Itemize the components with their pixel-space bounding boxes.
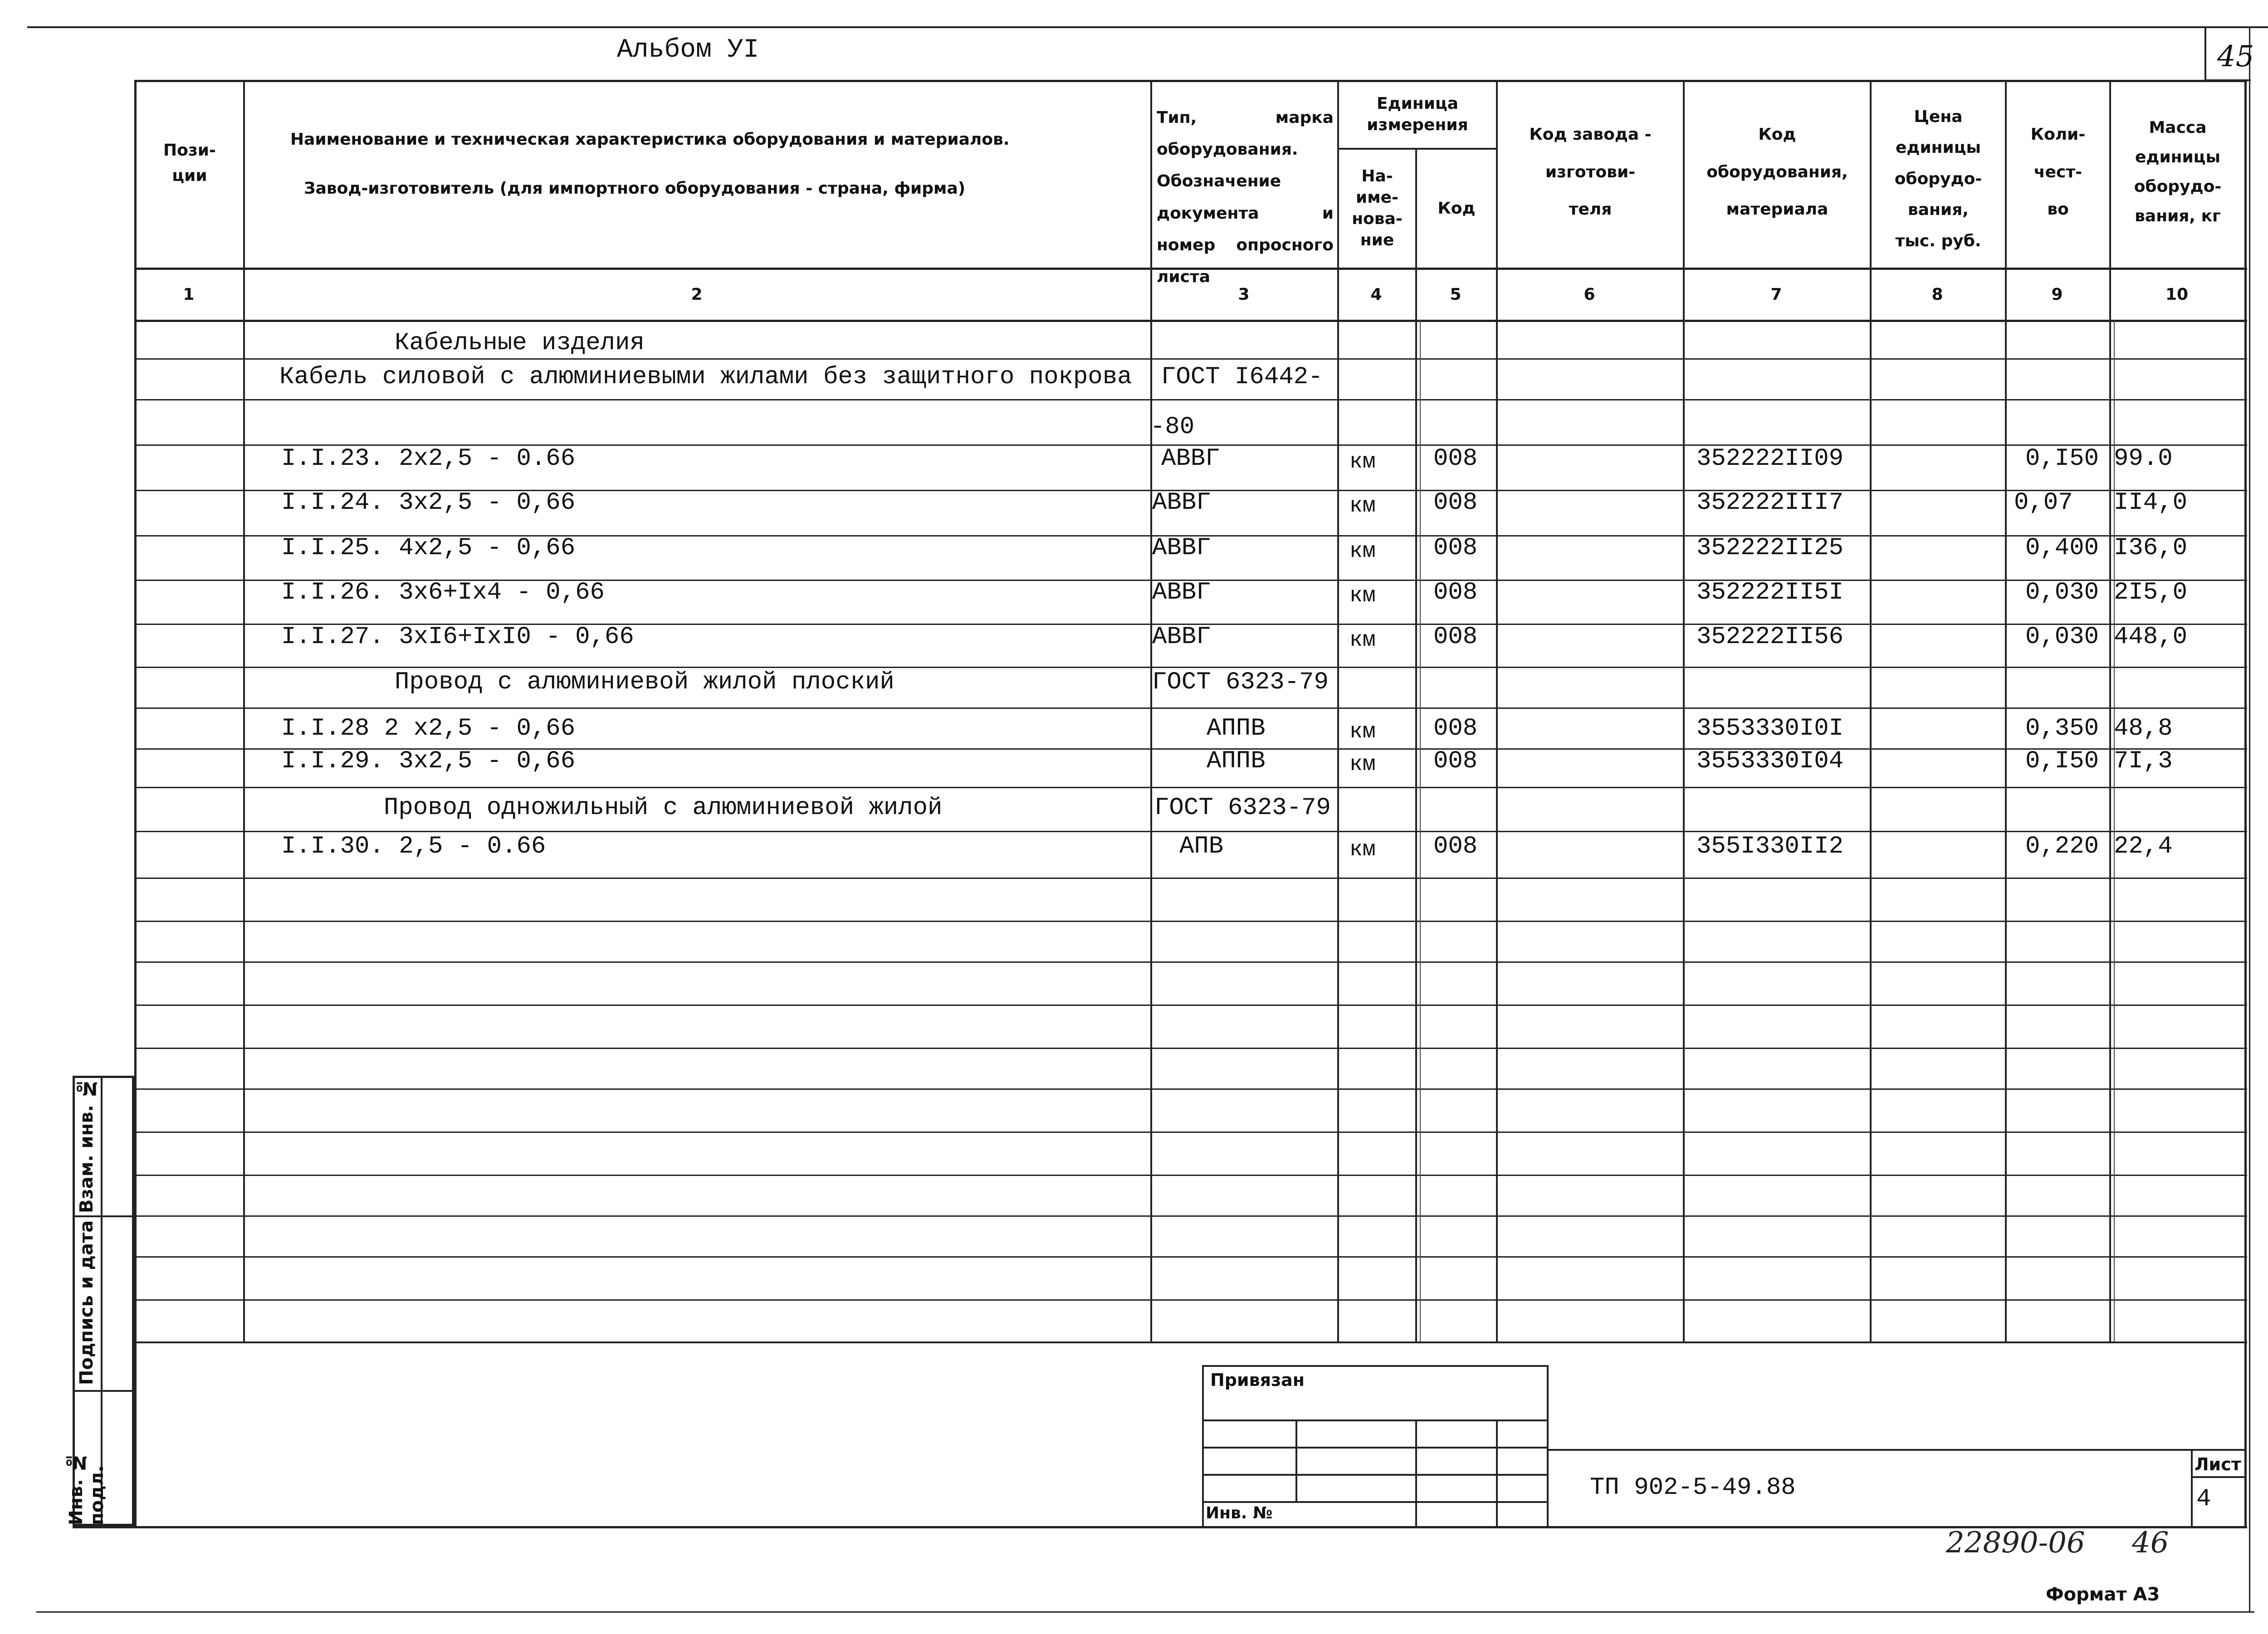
item-quantity: 0,400 (2025, 534, 2099, 562)
item-mass: 2I5,0 (2114, 579, 2188, 606)
item-name: I.I.30. 2,5 - 0.66 (281, 833, 546, 860)
col5-col6-line (1496, 80, 1498, 1341)
item-material-code: 352222III7 (1696, 489, 1844, 517)
section-heading: Провод с алюминиевой жилой плоский (395, 668, 894, 696)
header-col4: На- име- нова- ние (1352, 167, 1403, 249)
col4-col5-line (1415, 148, 1417, 1341)
item-mass: 48,8 (2114, 715, 2173, 742)
item-material-code: 352222II56 (1696, 623, 1844, 651)
col9-double-line (2114, 320, 2115, 1341)
row-line (134, 787, 2247, 788)
column-number-8: 8 (1931, 285, 1943, 304)
item-material-code: 3553330I04 (1696, 747, 1844, 775)
item-quantity: 0,I50 (2025, 445, 2099, 473)
privyazan-vline3 (1496, 1419, 1498, 1526)
table-top-border (134, 80, 2247, 82)
format-label: Формат А3 (2046, 1584, 2160, 1605)
item-unit: км (1349, 539, 1376, 564)
column-number-7: 7 (1770, 285, 1782, 304)
item-name: I.I.24. 3x2,5 - 0,66 (281, 489, 576, 517)
item-type: -80 (1150, 413, 1195, 441)
list-label: Лист (2195, 1454, 2241, 1474)
row-line (134, 1299, 2247, 1301)
item-description: Кабель силовой с алюминиевыми жилами без защитного покрова (279, 363, 1132, 391)
row-line (134, 1005, 2247, 1006)
row-line (134, 831, 2247, 832)
row-line (134, 358, 2247, 360)
row-line (134, 1088, 2247, 1090)
item-unit: км (1349, 720, 1376, 744)
table-right-border (2244, 80, 2247, 1526)
item-name: I.I.27. 3xI6+IxI0 - 0,66 (281, 623, 634, 651)
item-name: I.I.28 2 x2,5 - 0,66 (281, 715, 576, 742)
item-unit: км (1349, 584, 1376, 608)
item-material-code: 355I330II2 (1696, 833, 1844, 860)
item-type: АВВГ (1152, 579, 1211, 606)
col6-col7-line (1683, 80, 1685, 1341)
item-unit-code: 008 (1433, 579, 1478, 606)
item-quantity: 0,07 (2014, 489, 2073, 517)
item-mass: II4,0 (2114, 489, 2188, 517)
table-body-bottom (134, 1341, 2247, 1343)
item-unit-code: 008 (1433, 445, 1478, 473)
header-col8: Цена единицы оборудо- вания, тыс. руб. (1894, 107, 1982, 250)
col1-col2-line (243, 80, 245, 1341)
item-quantity: 0,030 (2025, 579, 2099, 606)
item-unit: км (1349, 628, 1376, 653)
column-number-4: 4 (1370, 285, 1382, 304)
item-quantity: 0,350 (2025, 715, 2099, 742)
col8-col9-line (2005, 80, 2007, 1341)
page-mark: 45 (2217, 40, 2254, 73)
item-name: I.I.25. 4x2,5 - 0,66 (281, 534, 576, 562)
item-type: ГОСТ 6323-79 (1152, 668, 1329, 696)
item-type: АППВ (1207, 747, 1266, 775)
section-heading: Провод одножильный с алюминиевой жилой (384, 794, 943, 822)
header-unit-group: Единица измерения (1367, 94, 1468, 134)
column-number-3: 3 (1238, 285, 1250, 304)
row-line (134, 1256, 2247, 1258)
item-type: АППВ (1207, 715, 1266, 742)
section-heading: Кабельные изделия (395, 329, 645, 357)
item-type: АВВГ (1152, 534, 1211, 562)
col2-col3-line (1150, 80, 1152, 1341)
album-title: Альбом УI (617, 35, 759, 65)
side-label-inv: Инв. № подл. (66, 1452, 108, 1525)
column-number-2: 2 (691, 285, 703, 304)
row-line (134, 1132, 2247, 1133)
item-unit-code: 008 (1433, 623, 1478, 651)
side-label-podpis: Подпись и дата (76, 1220, 97, 1385)
item-mass: 22,4 (2114, 833, 2173, 860)
item-type: АВВГ (1152, 489, 1211, 517)
row-line (134, 878, 2247, 879)
handwritten-page: 46 (2132, 1526, 2169, 1560)
item-unit-code: 008 (1433, 833, 1478, 860)
row-line (134, 1215, 2247, 1217)
privyazan-label: Привязан (1210, 1370, 1305, 1390)
item-mass: 99.0 (2114, 445, 2173, 473)
header-col5: Код (1437, 199, 1476, 218)
row-line (134, 707, 2247, 709)
col7-col8-line (1870, 80, 1872, 1341)
header-col2-line2: Завод-изготовитель (для импортного оборудования - страна, фирма) (304, 179, 966, 198)
item-type: АВВГ (1161, 445, 1220, 473)
column-number-1: 1 (183, 285, 195, 304)
inv-no-label: Инв. № (1206, 1504, 1273, 1522)
item-material-code: 3553330I0I (1696, 715, 1844, 742)
doc-code: ТП 902-5-49.88 (1590, 1474, 1796, 1502)
header-col1: Пози- ции (163, 141, 216, 185)
row-line (134, 667, 2247, 668)
col3-col4-line (1337, 80, 1339, 1341)
item-quantity: 0,220 (2025, 833, 2099, 860)
item-material-code: 352222II5I (1696, 579, 1844, 606)
side-label-vzam: Взам. инв. № (76, 1078, 97, 1214)
header-col7: Код оборудования, материала (1706, 125, 1848, 219)
item-unit-code: 008 (1433, 747, 1478, 775)
item-unit: км (1349, 752, 1376, 777)
column-number-9: 9 (2051, 285, 2063, 304)
item-type: ГОСТ I6442- (1161, 363, 1323, 391)
list-number: 4 (2196, 1485, 2211, 1513)
header-col9: Коли- чест- во (2030, 125, 2086, 219)
item-name: I.I.26. 3x6+Ix4 - 0,66 (281, 579, 605, 606)
row-line (134, 1175, 2247, 1176)
item-type: ГОСТ 6323-79 (1154, 794, 1331, 822)
privyazan-vline2 (1415, 1419, 1417, 1526)
column-number-5: 5 (1450, 285, 1461, 304)
item-quantity: 0,I50 (2025, 747, 2099, 775)
item-material-code: 352222II25 (1696, 534, 1844, 562)
item-name: I.I.23. 2x2,5 - 0.66 (281, 445, 576, 473)
handwritten-number: 22890-06 (1946, 1526, 2085, 1560)
row-line (134, 921, 2247, 922)
header-col6: Код завода - изготови- теля (1529, 125, 1652, 219)
privyazan-vline1 (1295, 1419, 1297, 1501)
item-mass: 7I,3 (2114, 747, 2173, 775)
col5-double-line (1420, 320, 1421, 1341)
column-number-6: 6 (1584, 285, 1595, 304)
item-name: I.I.29. 3x2,5 - 0,66 (281, 747, 576, 775)
item-material-code: 352222II09 (1696, 445, 1844, 473)
header-col10: Масса единицы оборудо- вания, кг (2134, 118, 2222, 225)
item-unit-code: 008 (1433, 489, 1478, 517)
item-quantity: 0,030 (2025, 623, 2099, 651)
frame-right-line (2249, 26, 2250, 1611)
row-line (134, 1048, 2247, 1049)
column-number-10: 10 (2165, 285, 2189, 304)
number-row-bottom-line (134, 320, 2247, 322)
row-line (134, 961, 2247, 963)
item-type: АВВГ (1152, 623, 1211, 651)
item-unit-code: 008 (1433, 534, 1478, 562)
item-mass: 448,0 (2114, 623, 2188, 651)
frame-top-line (27, 26, 2268, 28)
title-doc-topline (1549, 1449, 2244, 1451)
item-mass: I36,0 (2114, 534, 2188, 562)
item-unit: км (1349, 450, 1376, 474)
sheet-bottom-line (73, 1526, 2247, 1528)
col9-col10-line (2109, 80, 2111, 1341)
frame-bottom-line (36, 1611, 2254, 1613)
item-unit: км (1349, 494, 1376, 518)
item-unit: км (1349, 838, 1376, 862)
item-type: АПВ (1179, 833, 1224, 860)
row-line (134, 399, 2247, 400)
header-col3: Тип, марка оборудования. Обозначение документа и номер опросного листа (1157, 108, 1334, 286)
header-col2-line1: Наименование и техническая характеристика оборудования и материалов. (290, 130, 1010, 149)
item-unit-code: 008 (1433, 715, 1478, 742)
